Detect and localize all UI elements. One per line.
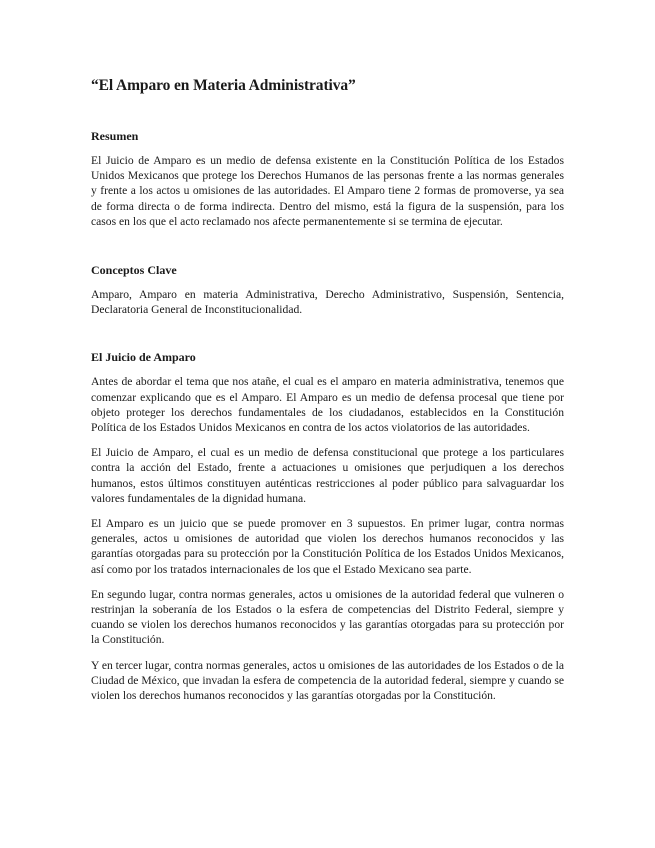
juicio-de-amparo-heading: El Juicio de Amparo: [91, 350, 196, 365]
resumen-heading: Resumen: [91, 129, 139, 143]
document-page: [91, 76, 564, 703]
juicio-paragraph-5: Y en tercer lugar, contra normas generales, actos u omisiones de las autoridades de los Estados o de la Ciudad de México, que invadan la esfera de competencia de la autoridad federal, siempre y cuando se violen los derechos humanos reconocidos y las garantías otorgadas por la Constitución.: [91, 658, 565, 703]
juicio-paragraph-2: El Juicio de Amparo, el cual es un medio de defensa constitucional que protege a los particulares contra la acción del Estado, frente a actuaciones u omisiones que perjudiquen a los derechos humanos, estos últimos constituyen auténticas restricciones al poder público para salvaguardar los valores fundamentales de la dignidad humana.: [91, 446, 564, 505]
document-title: “El Amparo en Materia Administrativa”: [91, 77, 356, 94]
juicio-paragraph-1: Antes de abordar el tema que nos atañe, el cual es el amparo en materia administrativa, tenemos que comenzar explicando que es el Amparo. El Amparo es un medio de defensa procesal que tiene por objeto proteger los derechos fundamentales de los ciudadanos, establecidos en la Constitución Política de los Estados Unidos Mexicanos en contra de los actos violatorios de las autoridades.: [91, 375, 564, 435]
juicio-paragraph-4: En segundo lugar, contra normas generales, actos u omisiones de la autoridad federal que vulneren o restrinjan la soberanía de los Estados o la esfera de competencias del Distrito Federal, siempre y cuando se violen los derechos humanos reconocidos y las garantías otorgadas para su protección por la Constitución.: [91, 587, 564, 647]
conceptos-clave-paragraph: Amparo, Amparo en materia Administrativa, Derecho Administrativo, Suspensión, Sentencia, Declaratoria General de Inconstitucionalidad.: [91, 288, 564, 317]
resumen-paragraph: El Juicio de Amparo es un medio de defensa existente en la Constitución Política de los Estados Unidos Mexicanos que protege los Derechos Humanos de las personas frente a las normas generales y frente a los actos u omisiones de las autoridades. El Amparo tiene 2 formas de promoverse, ya sea de forma directa o de forma indirecta. Dentro del mismo, está la figura de la suspensión, para los casos en los que el acto reclamado nos afecte permanentemente si se termina de ejecutar.: [91, 154, 564, 228]
juicio-paragraph-3: El Amparo es un juicio que se puede promover en 3 supuestos. En primer lugar, contra normas generales, actos u omisiones de autoridad que violen los derechos humanos reconocidos y las garantías otorgadas para su protección por la Constitución Política de los Estados Unidos Mexicanos, así como por los tratados internacionales de los que el Estado Mexicano sea parte.: [91, 517, 564, 576]
conceptos-clave-heading: Conceptos Clave: [91, 263, 177, 278]
